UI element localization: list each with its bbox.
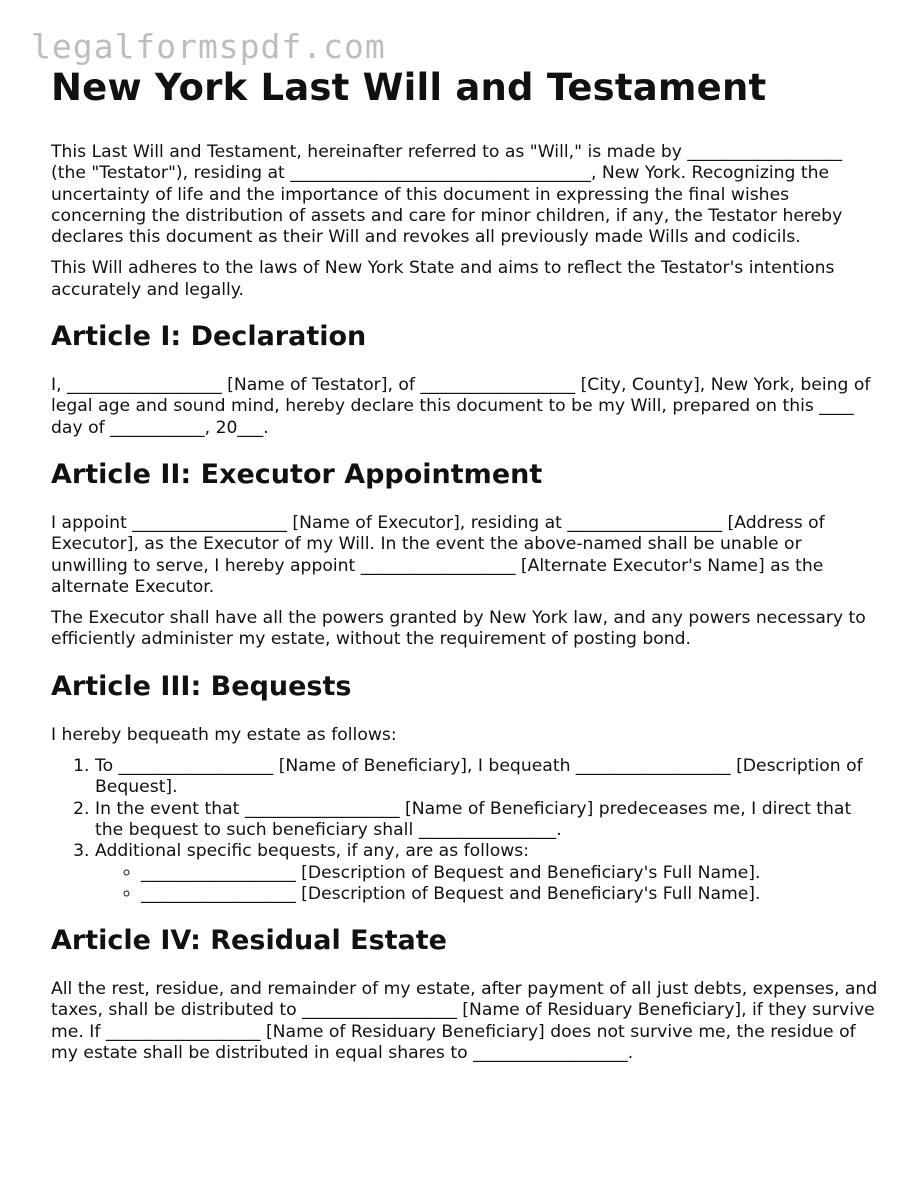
article-2-paragraph: The Executor shall have all the powers granted by New York law, and any powers necessary to efficiently administer my estate, without the requirement of posting bond. (51, 608, 866, 650)
article-3-heading: Article III: Bequests (51, 670, 352, 702)
sub-list-item: ◦ __________________ [Description of Bequest and Beneficiary's Full Name]. (141, 884, 881, 905)
article-1-heading: Article I: Declaration (51, 321, 367, 353)
sub-list-item: ◦ __________________ [Description of Bequest and Beneficiary's Full Name]. (141, 863, 881, 884)
article-3-intro: I hereby bequeath my estate as follows: (51, 724, 397, 745)
article-1-paragraph: I, __________________ [Name of Testator], of __________________ [City, County], New York, being of legal age and sound mind, hereby declare this document to be my Will, prepared on this ____ day of ___________, 20___. (51, 375, 871, 438)
intro-paragraph: This Will adheres to the laws of New York State and aims to reflect the Testator's intentions accurately and legally. (51, 258, 835, 300)
article-2-heading: Article II: Executor Appointment (51, 458, 543, 490)
list-item (95, 841, 881, 905)
article-4-paragraph: All the rest, residue, and remainder of my estate, after payment of all just debts, expenses, and taxes, shall be distributed to __________________ [Name of Residuary Beneficiary], if they survive me. If __________________ [Name of Residuary Beneficiary] does not survive me, the residue of my estate shall be distributed in equal shares to __________________. (51, 979, 878, 1064)
document-body (51, 64, 881, 1074)
list-item-text: Additional specific bequests, if any, are as follows: (95, 841, 530, 862)
additional-bequest-list (95, 863, 881, 906)
intro-paragraph: This Last Will and Testament, hereinafter referred to as "Will," is made by __________________ (the "Testator"), residing at ___________________________________, New York. Recognizing the uncertainty of life and the importance of this document in expressing the final wishes concerning the distribution of assets and care for minor children, if any, the Testator hereby declares this document as their Will and revokes all previously made Wills and codicils. (51, 142, 843, 248)
list-item (95, 756, 881, 799)
bequest-list (51, 756, 881, 905)
list-item (95, 799, 881, 842)
list-item-text: To __________________ [Name of Beneficiary], I bequeath __________________ [Description of Bequest]. (95, 756, 863, 798)
article-4-heading: Article IV: Residual Estate (51, 925, 447, 957)
list-item-text: In the event that __________________ [Name of Beneficiary] predeceases me, I direct that the bequest to such beneficiary shall ________________. (95, 798, 852, 840)
watermark: legalformspdf.com (31, 27, 386, 66)
article-2-paragraph: I appoint __________________ [Name of Executor], residing at __________________ [Address of Executor], as the Executor of my Will. In the event the above-named shall be unable or unwilling to serve, I hereby appoint __________________ [Alternate Executor's Name] as the alternate Executor. (51, 512, 825, 597)
document-title: New York Last Will and Testament (51, 66, 767, 109)
